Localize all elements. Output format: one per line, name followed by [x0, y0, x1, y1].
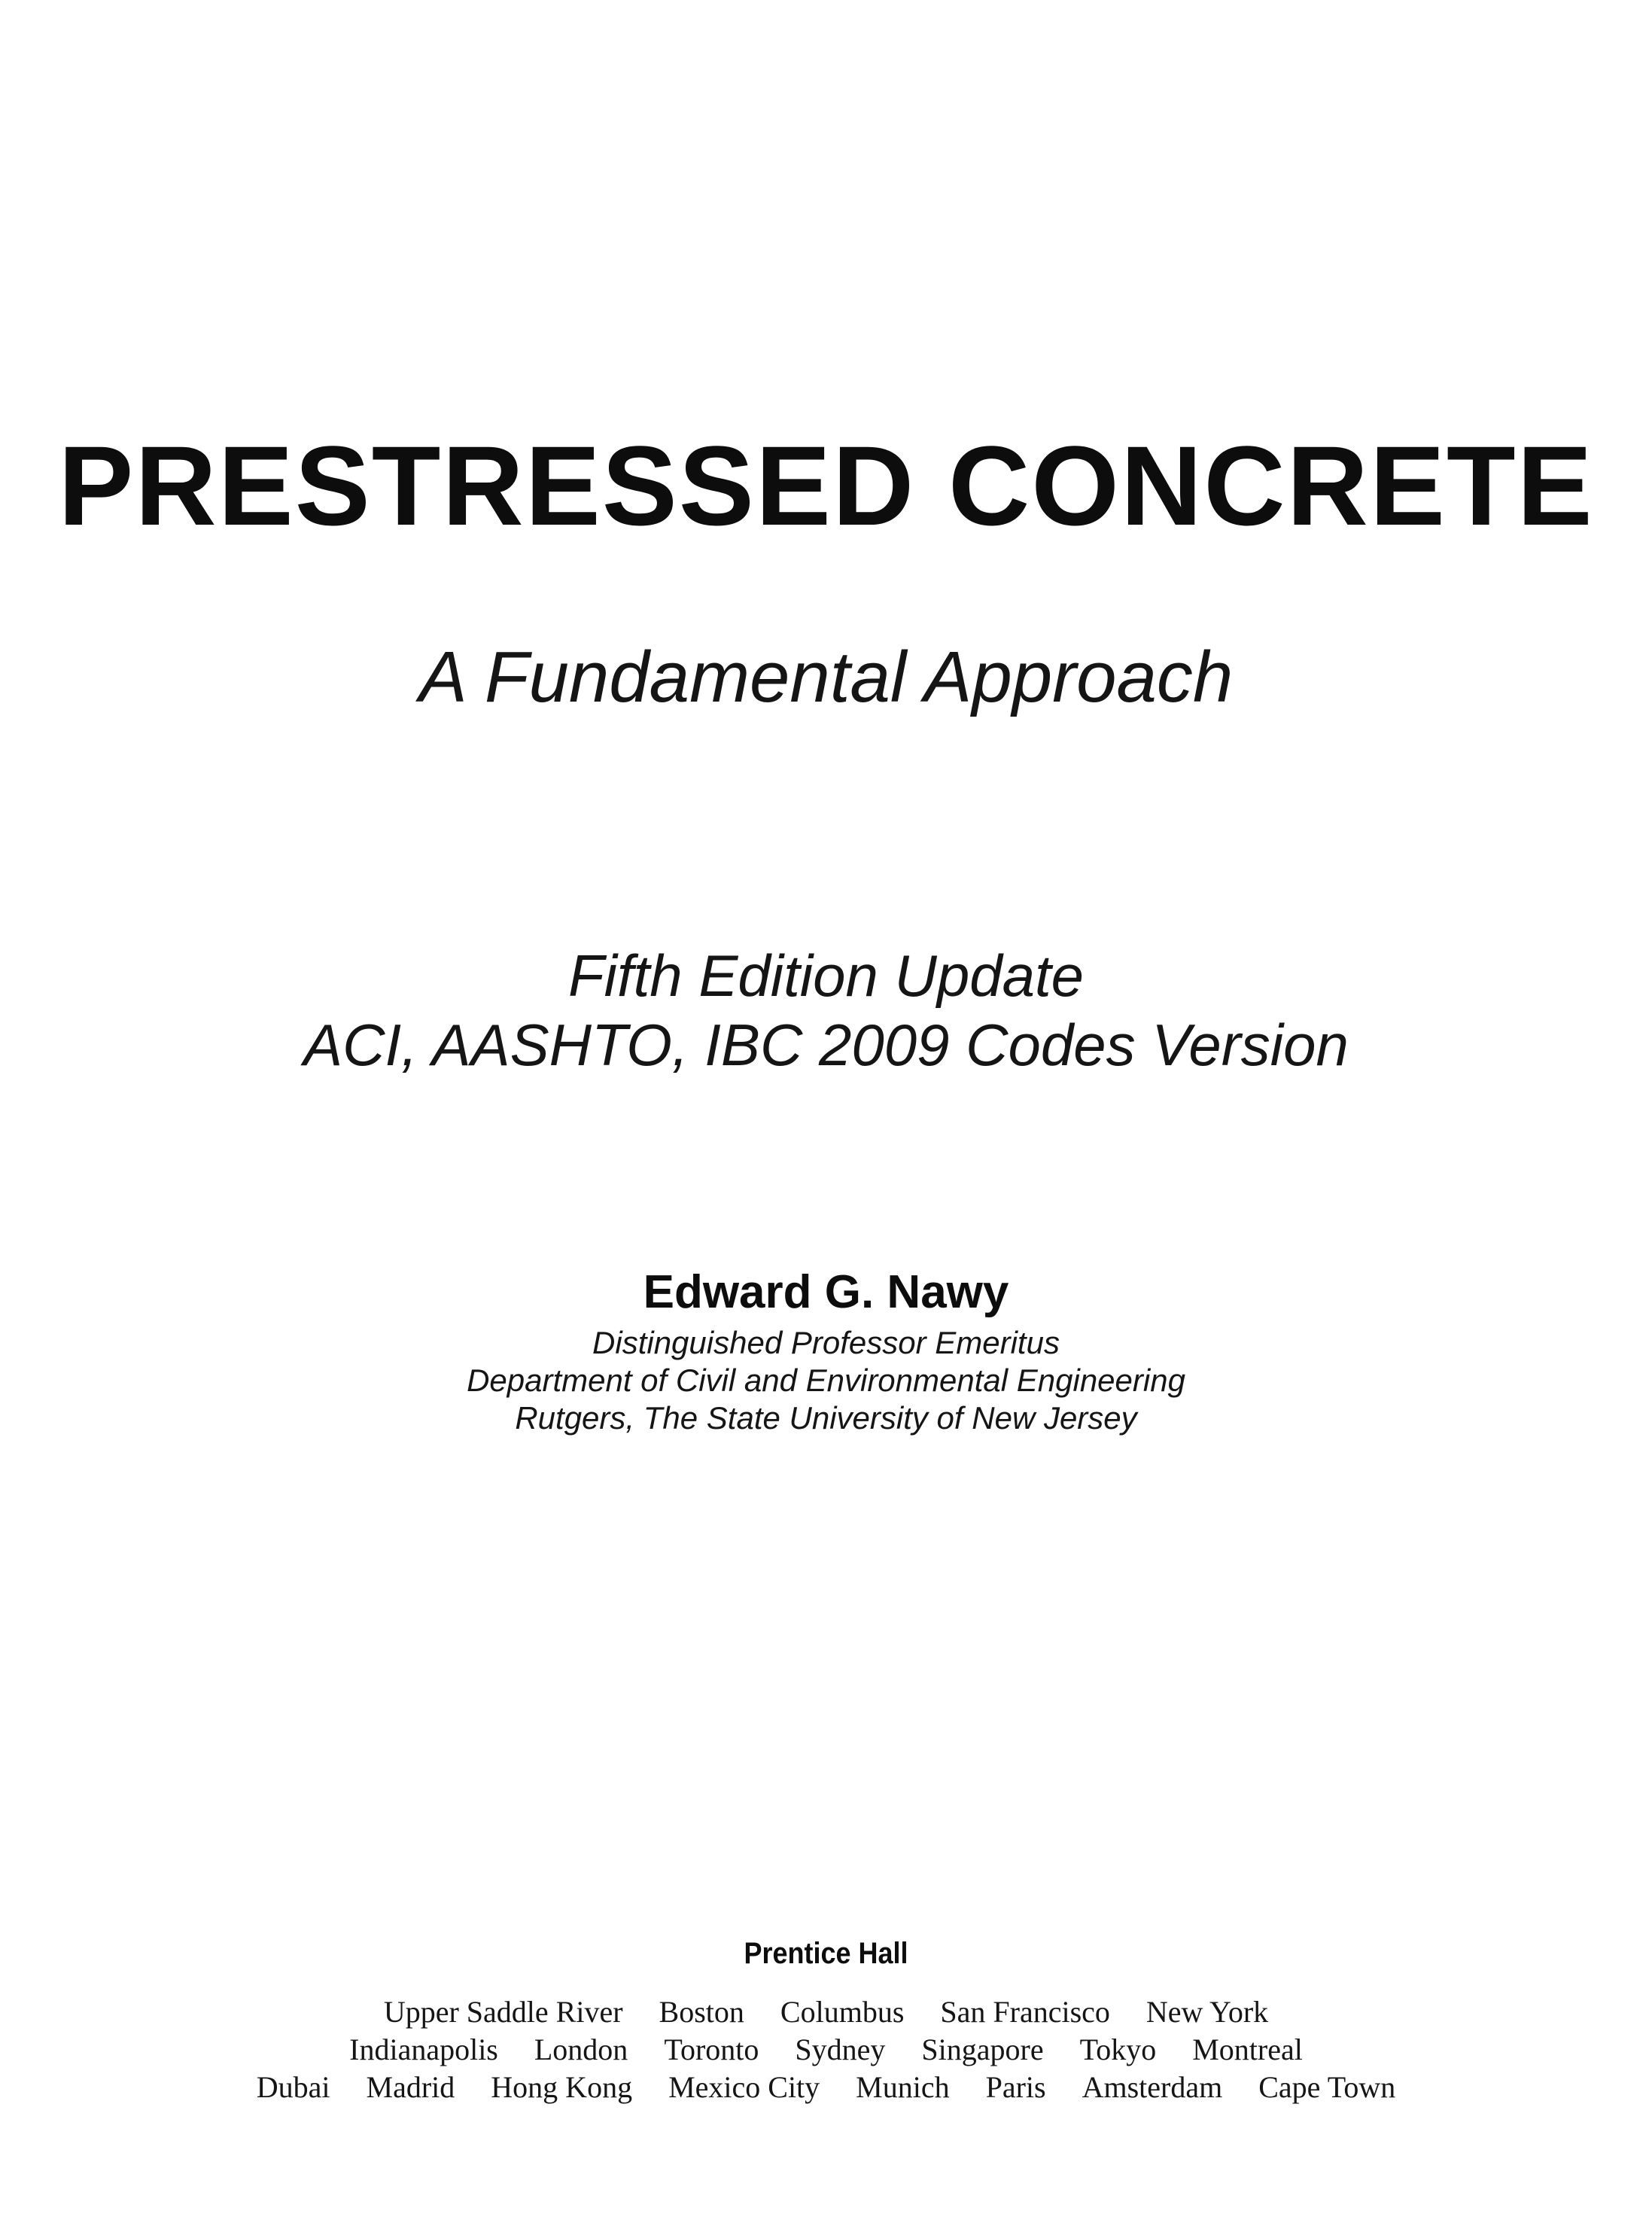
city: London: [534, 2033, 628, 2066]
city: Sydney: [795, 2033, 886, 2066]
city: Madrid: [366, 2070, 455, 2104]
city: Hong Kong: [491, 2070, 633, 2104]
city: Columbus: [780, 1995, 905, 2029]
author-department: Department of Civil and Environmental Engineering: [467, 1363, 1185, 1398]
city: Mexico City: [668, 2070, 820, 2104]
city: Amsterdam: [1082, 2070, 1223, 2104]
city: Dubai: [256, 2070, 330, 2104]
city: Paris: [985, 2070, 1046, 2104]
city: New York: [1145, 1995, 1269, 2029]
book-subtitle: A Fundamental Approach: [418, 637, 1234, 717]
city-line-1: [0, 1993, 1652, 2031]
city: Indianapolis: [349, 2033, 498, 2066]
author-block: [0, 1261, 1652, 1437]
codes-version-line: ACI, AASHTO, IBC 2009 Codes Version: [303, 1012, 1349, 1078]
city-line-3: [0, 2069, 1652, 2106]
city-line-2: [0, 2031, 1652, 2069]
author-position: Distinguished Professor Emeritus: [592, 1325, 1060, 1360]
edition-info: [0, 941, 1652, 1079]
publisher-cities: [0, 1993, 1652, 2106]
author-university: Rutgers, The State University of New Jersey: [515, 1400, 1137, 1436]
city: Montreal: [1192, 2033, 1303, 2066]
city: San Francisco: [940, 1995, 1110, 2029]
city: Upper Saddle River: [383, 1995, 623, 2029]
city: Singapore: [921, 2033, 1044, 2066]
city: Cape Town: [1258, 2070, 1396, 2104]
city: Boston: [659, 1995, 744, 2029]
publisher-name: Prentice Hall: [744, 1937, 908, 1970]
book-title: PRESTRESSED CONCRETE: [58, 422, 1594, 549]
author-name: Edward G. Nawy: [643, 1266, 1009, 1318]
city: Tokyo: [1079, 2033, 1157, 2066]
city: Toronto: [664, 2033, 759, 2066]
edition-line: Fifth Edition Update: [567, 942, 1085, 1009]
city: Munich: [856, 2070, 950, 2104]
